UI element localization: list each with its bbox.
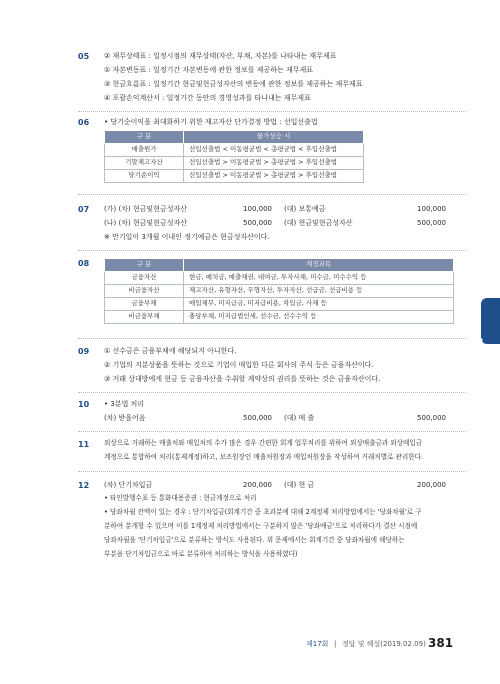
- question-number-12: 12: [78, 481, 90, 490]
- table-row: [105, 285, 454, 298]
- table-row: [105, 170, 364, 183]
- table-header: 계정과목: [184, 259, 454, 272]
- answer-line: 분하여 분개할 수 있으며 이를 1계정제 처리방법에서는 구분하지 않은 '당좌예금'으로 처리하다가 결산 시점에: [104, 522, 418, 530]
- divider: [78, 471, 466, 472]
- table-header: 물가상승 시: [184, 131, 364, 144]
- question-number-05: 05: [78, 52, 90, 61]
- table-cell: 금융자산: [105, 272, 184, 285]
- answer-line: 계정으로 통합하여 처리(통제계정)하고, 보조원장인 매출처원장과 매입처원장을 작성하여 거래처별로 관리한다.: [104, 453, 424, 461]
- table-header: 구 분: [105, 259, 184, 272]
- note: ※ 만기일이 3개월 이내인 정기예금은 현금성자산이다.: [104, 233, 270, 241]
- table-cell: 현금, 예치금, 매출채권, 대여금, 투자사채, 미수금, 미수수익 등: [184, 272, 454, 285]
- table-cell: 당기순이익: [105, 170, 184, 183]
- table-row: [105, 144, 364, 157]
- question-number-11: 11: [78, 440, 90, 449]
- question-number-10: 10: [78, 400, 90, 409]
- table-cell: 매출원가: [105, 144, 184, 157]
- answer-intro: • 3분법 처리: [104, 400, 145, 408]
- journal-entry-right: (대) 현 금: [284, 481, 315, 489]
- answer-line: ② 재무상태표 : 일정시점의 재무상태(자산, 부채, 자본)를 나타내는 재무제표: [104, 52, 337, 60]
- table-cell: 선입선출법 > 이동평균법 > 총평균법 > 후입선출법: [184, 170, 364, 183]
- answer-intro: • 당기순이익을 최대화하기 위한 재고자산 단가결정 방법 : 선입선출법: [104, 118, 318, 126]
- journal-entry-right: (대) 보통예금: [284, 205, 326, 213]
- answer-line: ③ 거래 상대방에게 현금 등 금융자산을 수취할 계약상의 권리를 뜻하는 것은 금융자산이다.: [104, 375, 381, 383]
- question-number-07: 07: [78, 205, 90, 214]
- answer-line: ① 자본변동표 : 일정기간 자본변동에 관한 정보를 제공하는 재무제표: [104, 66, 314, 74]
- journal-entry-right: (대) 매 출: [284, 414, 315, 422]
- journal-amount: 500,000: [417, 414, 446, 422]
- journal-entry-right: (대) 현금및현금성자산: [284, 219, 353, 227]
- page-number: 381: [428, 636, 454, 650]
- journal-amount: 200,000: [417, 481, 446, 489]
- footer-title: 정답 및 해설(2019.02.09): [342, 640, 426, 648]
- answer-line: • 타인발행수표 등 통화대용증권 : 현금계정으로 처리: [104, 494, 257, 502]
- answer-line: ① 선수금은 금융부채에 해당되지 아니한다.: [104, 347, 237, 355]
- question-number-09: 09: [78, 347, 90, 356]
- table-row: [105, 157, 364, 170]
- part-side-tab: [476, 298, 500, 362]
- journal-amount: 500,000: [417, 219, 446, 227]
- table-cell: 매입채무, 미지급금, 미지급비용, 차입금, 사채 등: [184, 298, 454, 311]
- answer-line: 외상으로 거래하는 매출처와 매입처의 수가 많은 경우 간편한 회계 업무처리를 위하여 외상매출금과 외상매입금: [104, 439, 423, 447]
- part-side-tab-label: PART 3: [476, 338, 483, 362]
- table-cell: 금융부채: [105, 298, 184, 311]
- table-header: 구 분: [105, 131, 184, 144]
- inventory-method-table: [104, 130, 364, 183]
- table-cell: 비금융자산: [105, 285, 184, 298]
- table-cell: 기말재고자산: [105, 157, 184, 170]
- divider: [78, 338, 466, 339]
- footer-round: 제17회: [306, 640, 329, 648]
- journal-amount: 500,000: [243, 219, 272, 227]
- question-number-08: 08: [78, 259, 90, 268]
- divider: [78, 111, 466, 112]
- answer-line: ③ 현금흐름표 : 일정기간 현금및현금성자산의 변동에 관한 정보를 제공하는 재무제표: [104, 80, 363, 88]
- table-cell: 선입선출법 > 이동평균법 > 총평균법 > 후입선출법: [184, 157, 364, 170]
- journal-entry-left: (나) (차) 현금및현금성자산: [104, 219, 187, 227]
- journal-entry-left: (차) 받을어음: [104, 414, 146, 422]
- table-row: [105, 272, 454, 285]
- answer-line: ② 기업의 지분상품을 뜻하는 것으로 기업이 매입한 다른 회사의 주식 등은 금융자산이다.: [104, 361, 374, 369]
- journal-amount: 500,000: [243, 414, 272, 422]
- table-cell: 선입선출법 < 이동평균법 < 총평균법 < 후입선출법: [184, 144, 364, 157]
- answer-line: 당좌차월을 '단기차입금'으로 분류하는 방식도 사용된다. 위 문제에서는 회계기간 중 당좌차월에 해당하는: [104, 536, 405, 544]
- table-cell: 재고자산, 유형자산, 무형자산, 투자자산, 선급금, 선급비용 등: [184, 285, 454, 298]
- table-row: [105, 311, 454, 324]
- question-number-06: 06: [78, 118, 90, 127]
- divider: [78, 194, 466, 195]
- table-cell: 충당부채, 미지급법인세, 선수금, 선수수익 등: [184, 311, 454, 324]
- divider: [78, 250, 466, 251]
- answer-line: ④ 포괄손익계산서 : 일정기간 동안의 경영성과를 타나내는 재무제표: [104, 94, 311, 102]
- divider: [78, 431, 466, 432]
- footer-divider: |: [334, 640, 337, 648]
- answer-line: • 당좌차월 잔액이 있는 경우 : 단기차입금(회계기간 중 초과분에 대해 2계정제 처리방법에서는 '당좌차월'로 구: [104, 508, 422, 516]
- journal-amount: 100,000: [243, 205, 272, 213]
- divider: [78, 392, 466, 393]
- table-row: [105, 298, 454, 311]
- table-cell: 비금융부채: [105, 311, 184, 324]
- journal-amount: 200,000: [243, 481, 272, 489]
- journal-amount: 100,000: [417, 205, 446, 213]
- journal-entry-left: (가) (차) 현금및현금성자산: [104, 205, 187, 213]
- financial-classification-table: [104, 258, 454, 324]
- journal-entry-left: (차) 단기차입금: [104, 481, 153, 489]
- answer-line: 부분을 단기차입금으로 바로 분류하여 처리하는 방식을 사용하였다): [104, 550, 298, 558]
